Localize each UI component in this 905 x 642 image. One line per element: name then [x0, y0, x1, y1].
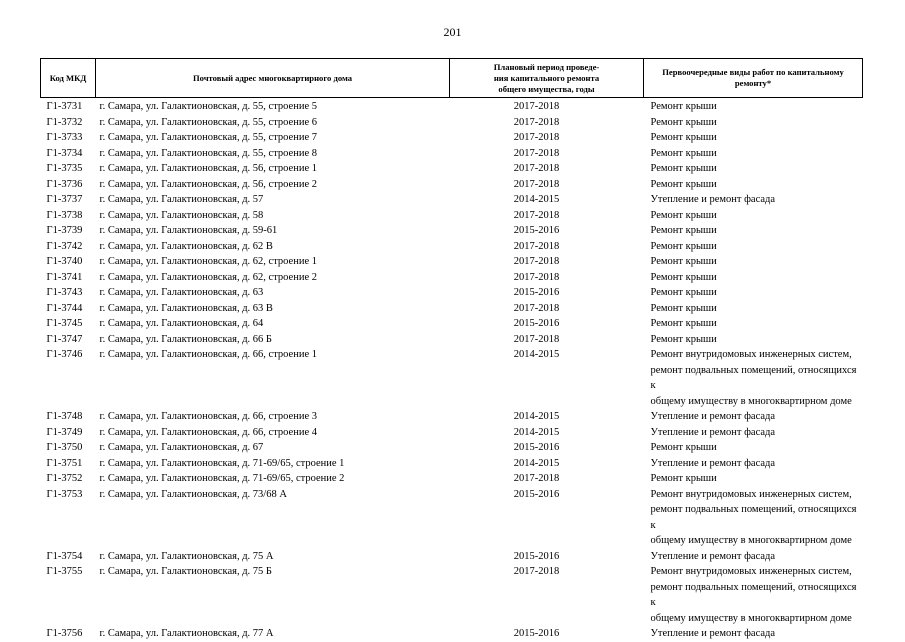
works-line: Ремонт внутридомовых инженерных систем,: [650, 349, 852, 360]
table-row: [41, 254, 863, 270]
cell-address: г. Самара, ул. Галактионовская, д. 57: [99, 194, 264, 205]
cell-period: 2017-2018: [513, 566, 560, 577]
cell-works: [644, 347, 863, 409]
works-line: ремонт подвальных помещений, относящихся к: [650, 581, 857, 608]
works-line: Ремонт крыши: [650, 318, 717, 329]
header-period-line: общего имущества, годы: [498, 83, 595, 94]
cell-address: г. Самара, ул. Галактионовская, д. 63 В: [99, 302, 273, 314]
header-period-line: Плановый период проведе-: [493, 61, 600, 72]
cell-works: [644, 161, 863, 177]
table-row: [41, 549, 863, 565]
works-line: Ремонт крыши: [650, 225, 717, 236]
cell-works: [644, 316, 863, 332]
cell-period: 2014-2015: [513, 411, 560, 422]
cell-period: 2017-2018: [513, 147, 560, 159]
table-row: [41, 270, 863, 286]
works-line: Утепление и ремонт фасада: [650, 426, 776, 438]
cell-address: г. Самара, ул. Галактионовская, д. 75 А: [99, 550, 274, 562]
cell-address: г. Самара, ул. Галактионовская, д. 66 Б: [99, 333, 272, 345]
cell-address: г. Самара, ул. Галактионовская, д. 55, строение 7: [99, 132, 317, 143]
works-line: Ремонт крыши: [650, 209, 717, 221]
table-row: [41, 130, 863, 146]
works-line: Ремонт крыши: [650, 333, 717, 345]
cell-works: [644, 239, 863, 255]
cell-address: г. Самара, ул. Галактионовская, д. 62, строение 2: [99, 271, 317, 283]
cell-works: [644, 440, 863, 456]
cell-works: [644, 487, 863, 549]
works-line: Утепление и ремонт фасада: [650, 457, 776, 469]
works-line: общему имуществу в многоквартирном доме: [650, 612, 852, 624]
works-line: Ремонт крыши: [650, 442, 717, 453]
works-line: Ремонт крыши: [650, 101, 717, 112]
cell-code: Г1-3753: [46, 488, 83, 500]
cell-code: Г1-3743: [46, 287, 83, 298]
works-line: Утепление и ремонт фасада: [650, 411, 776, 422]
works-line: Ремонт внутридомовых инженерных систем,: [650, 566, 852, 577]
cell-address: г. Самара, ул. Галактионовская, д. 67: [99, 442, 264, 453]
cell-works: [644, 549, 863, 565]
table-row: [41, 161, 863, 177]
cell-period: 2017-2018: [513, 178, 560, 190]
works-line: Ремонт крыши: [650, 240, 717, 252]
works-line: ремонт подвальных помещений, относящихся к: [650, 364, 857, 391]
works-line: Ремонт крыши: [650, 473, 717, 484]
cell-works: [644, 285, 863, 301]
works-line: Ремонт крыши: [650, 178, 717, 190]
cell-address: г. Самара, ул. Галактионовская, д. 66, строение 3: [99, 411, 317, 422]
cell-code: Г1-3734: [46, 147, 83, 159]
cell-code: Г1-3756: [46, 628, 83, 639]
cell-works: [644, 301, 863, 317]
cell-works: [644, 130, 863, 146]
cell-works: [644, 146, 863, 162]
cell-works: [644, 456, 863, 472]
table-row: [41, 332, 863, 348]
table-row: [41, 146, 863, 162]
cell-code: Г1-3746: [46, 349, 83, 360]
table-row: [41, 471, 863, 487]
header-row: [41, 59, 863, 98]
table-row: [41, 192, 863, 208]
cell-address: г. Самара, ул. Галактионовская, д. 56, строение 2: [99, 178, 317, 190]
cell-address: г. Самара, ул. Галактионовская, д. 64: [99, 318, 264, 329]
cell-code: Г1-3740: [46, 256, 83, 267]
cell-works: [644, 626, 863, 642]
cell-address: г. Самара, ул. Галактионовская, д. 71-69/65, строение 1: [99, 457, 345, 469]
cell-address: г. Самара, ул. Галактионовская, д. 77 А: [99, 628, 274, 639]
cell-address: г. Самара, ул. Галактионовская, д. 62 В: [99, 240, 273, 252]
works-line: Ремонт крыши: [650, 163, 717, 174]
header-works-line: ремонту*: [734, 78, 772, 88]
cell-period: 2017-2018: [513, 473, 560, 484]
cell-code: Г1-3735: [46, 163, 83, 174]
works-line: ремонт подвальных помещений, относящихся к: [650, 504, 857, 531]
cell-code: Г1-3754: [46, 550, 83, 562]
header-code: Код МКД: [41, 59, 96, 98]
cell-period: 2017-2018: [513, 333, 560, 345]
cell-period: 2014-2015: [513, 349, 560, 360]
table-row: [41, 440, 863, 456]
works-line: Ремонт крыши: [650, 147, 717, 159]
cell-period: 2015-2016: [513, 628, 560, 639]
works-line: общему имуществу в многоквартирном доме: [650, 535, 852, 546]
table-body: [41, 98, 863, 642]
cell-works: [644, 564, 863, 626]
cell-works: [644, 115, 863, 131]
works-line: Утепление и ремонт фасада: [650, 550, 776, 562]
cell-works: [644, 254, 863, 270]
table-row: [41, 285, 863, 301]
table-row: [41, 626, 863, 642]
page-number: 201: [443, 25, 462, 39]
cell-code: Г1-3755: [46, 566, 83, 577]
cell-code: Г1-3749: [46, 426, 83, 438]
cell-period: 2015-2016: [513, 442, 560, 453]
table-row: [41, 316, 863, 332]
cell-works: [644, 425, 863, 441]
cell-works: [644, 332, 863, 348]
cell-address: г. Самара, ул. Галактионовская, д. 73/68 А: [99, 488, 287, 500]
cell-code: Г1-3750: [46, 442, 83, 453]
cell-address: г. Самара, ул. Галактионовская, д. 66, строение 1: [99, 349, 317, 360]
cell-works: [644, 471, 863, 487]
header-period-line: ния капитального ремонта: [493, 72, 600, 83]
cell-code: Г1-3732: [46, 116, 83, 128]
cell-address: г. Самара, ул. Галактионовская, д. 56, строение 1: [99, 163, 317, 174]
cell-works: [644, 192, 863, 208]
cell-code: Г1-3751: [46, 457, 83, 469]
table-row: [41, 98, 863, 115]
header-address: Почтовый адрес многоквартирного дома: [96, 59, 450, 98]
cell-code: Г1-3742: [46, 240, 83, 252]
works-line: Ремонт крыши: [650, 287, 717, 298]
works-line: Ремонт крыши: [650, 271, 717, 283]
cell-code: Г1-3737: [46, 194, 83, 205]
cell-code: Г1-3736: [46, 178, 83, 190]
cell-code: Г1-3731: [46, 101, 83, 112]
cell-code: Г1-3747: [46, 333, 83, 345]
cell-code: Г1-3733: [46, 132, 83, 143]
cell-period: 2015-2016: [513, 225, 560, 236]
header-works-line: Первоочередные виды работ по капитальному: [662, 67, 844, 77]
cell-address: г. Самара, ул. Галактионовская, д. 66, строение 4: [99, 426, 317, 438]
cell-period: 2015-2016: [513, 287, 560, 298]
cell-address: г. Самара, ул. Галактионовская, д. 63: [99, 287, 264, 298]
header-period: [450, 59, 644, 98]
cell-address: г. Самара, ул. Галактионовская, д. 55, строение 6: [99, 116, 317, 128]
table-header: [41, 59, 863, 98]
table-row: [41, 239, 863, 255]
table-row: [41, 456, 863, 472]
cell-code: Г1-3741: [46, 271, 83, 283]
header-works: [644, 59, 863, 98]
cell-period: 2017-2018: [513, 302, 560, 314]
cell-works: [644, 270, 863, 286]
cell-period: 2017-2018: [513, 101, 560, 112]
cell-address: г. Самара, ул. Галактионовская, д. 58: [99, 209, 264, 221]
works-line: Ремонт крыши: [650, 256, 717, 267]
cell-period: 2015-2016: [513, 550, 560, 562]
cell-period: 2017-2018: [513, 256, 560, 267]
table-row: [41, 223, 863, 239]
cell-code: Г1-3752: [46, 473, 83, 484]
cell-address: г. Самара, ул. Галактионовская, д. 59-61: [99, 225, 278, 236]
table-row: [41, 487, 863, 549]
cell-address: г. Самара, ул. Галактионовская, д. 71-69/65, строение 2: [99, 473, 345, 484]
works-line: Ремонт крыши: [650, 132, 717, 143]
cell-period: 2015-2016: [513, 488, 560, 500]
cell-address: г. Самара, ул. Галактионовская, д. 75 Б: [99, 566, 272, 577]
cell-period: 2017-2018: [513, 240, 560, 252]
table-row: [41, 177, 863, 193]
cell-address: г. Самара, ул. Галактионовская, д. 62, строение 1: [99, 256, 317, 267]
cell-code: Г1-3744: [46, 302, 83, 314]
cell-period: 2015-2016: [513, 318, 560, 329]
cell-period: 2014-2015: [513, 194, 560, 205]
table-row: [41, 564, 863, 626]
cell-period: 2017-2018: [513, 116, 560, 128]
table-row: [41, 301, 863, 317]
cell-code: Г1-3739: [46, 225, 83, 236]
table-row: [41, 115, 863, 131]
cell-works: [644, 208, 863, 224]
cell-period: 2017-2018: [513, 163, 560, 174]
table-row: [41, 208, 863, 224]
cell-works: [644, 177, 863, 193]
works-line: общему имуществу в многоквартирном доме: [650, 395, 852, 407]
cell-works: [644, 98, 863, 115]
works-line: Утепление и ремонт фасада: [650, 194, 776, 205]
cell-code: Г1-3748: [46, 411, 83, 422]
repair-plan-table: [40, 58, 863, 642]
works-line: Ремонт внутридомовых инженерных систем,: [650, 488, 852, 500]
works-line: Ремонт крыши: [650, 116, 717, 128]
cell-address: г. Самара, ул. Галактионовская, д. 55, строение 5: [99, 101, 317, 112]
table-row: [41, 425, 863, 441]
cell-period: 2017-2018: [513, 132, 560, 143]
cell-works: [644, 409, 863, 425]
cell-code: Г1-3745: [46, 318, 83, 329]
table-row: [41, 409, 863, 425]
cell-period: 2014-2015: [513, 426, 560, 438]
cell-period: 2014-2015: [513, 457, 560, 469]
works-line: Ремонт крыши: [650, 302, 717, 314]
cell-code: Г1-3738: [46, 209, 83, 221]
cell-address: г. Самара, ул. Галактионовская, д. 55, строение 8: [99, 147, 317, 159]
cell-period: 2017-2018: [513, 209, 560, 221]
table-row: [41, 347, 863, 409]
cell-works: [644, 223, 863, 239]
cell-period: 2017-2018: [513, 271, 560, 283]
works-line: Утепление и ремонт фасада: [650, 628, 776, 639]
